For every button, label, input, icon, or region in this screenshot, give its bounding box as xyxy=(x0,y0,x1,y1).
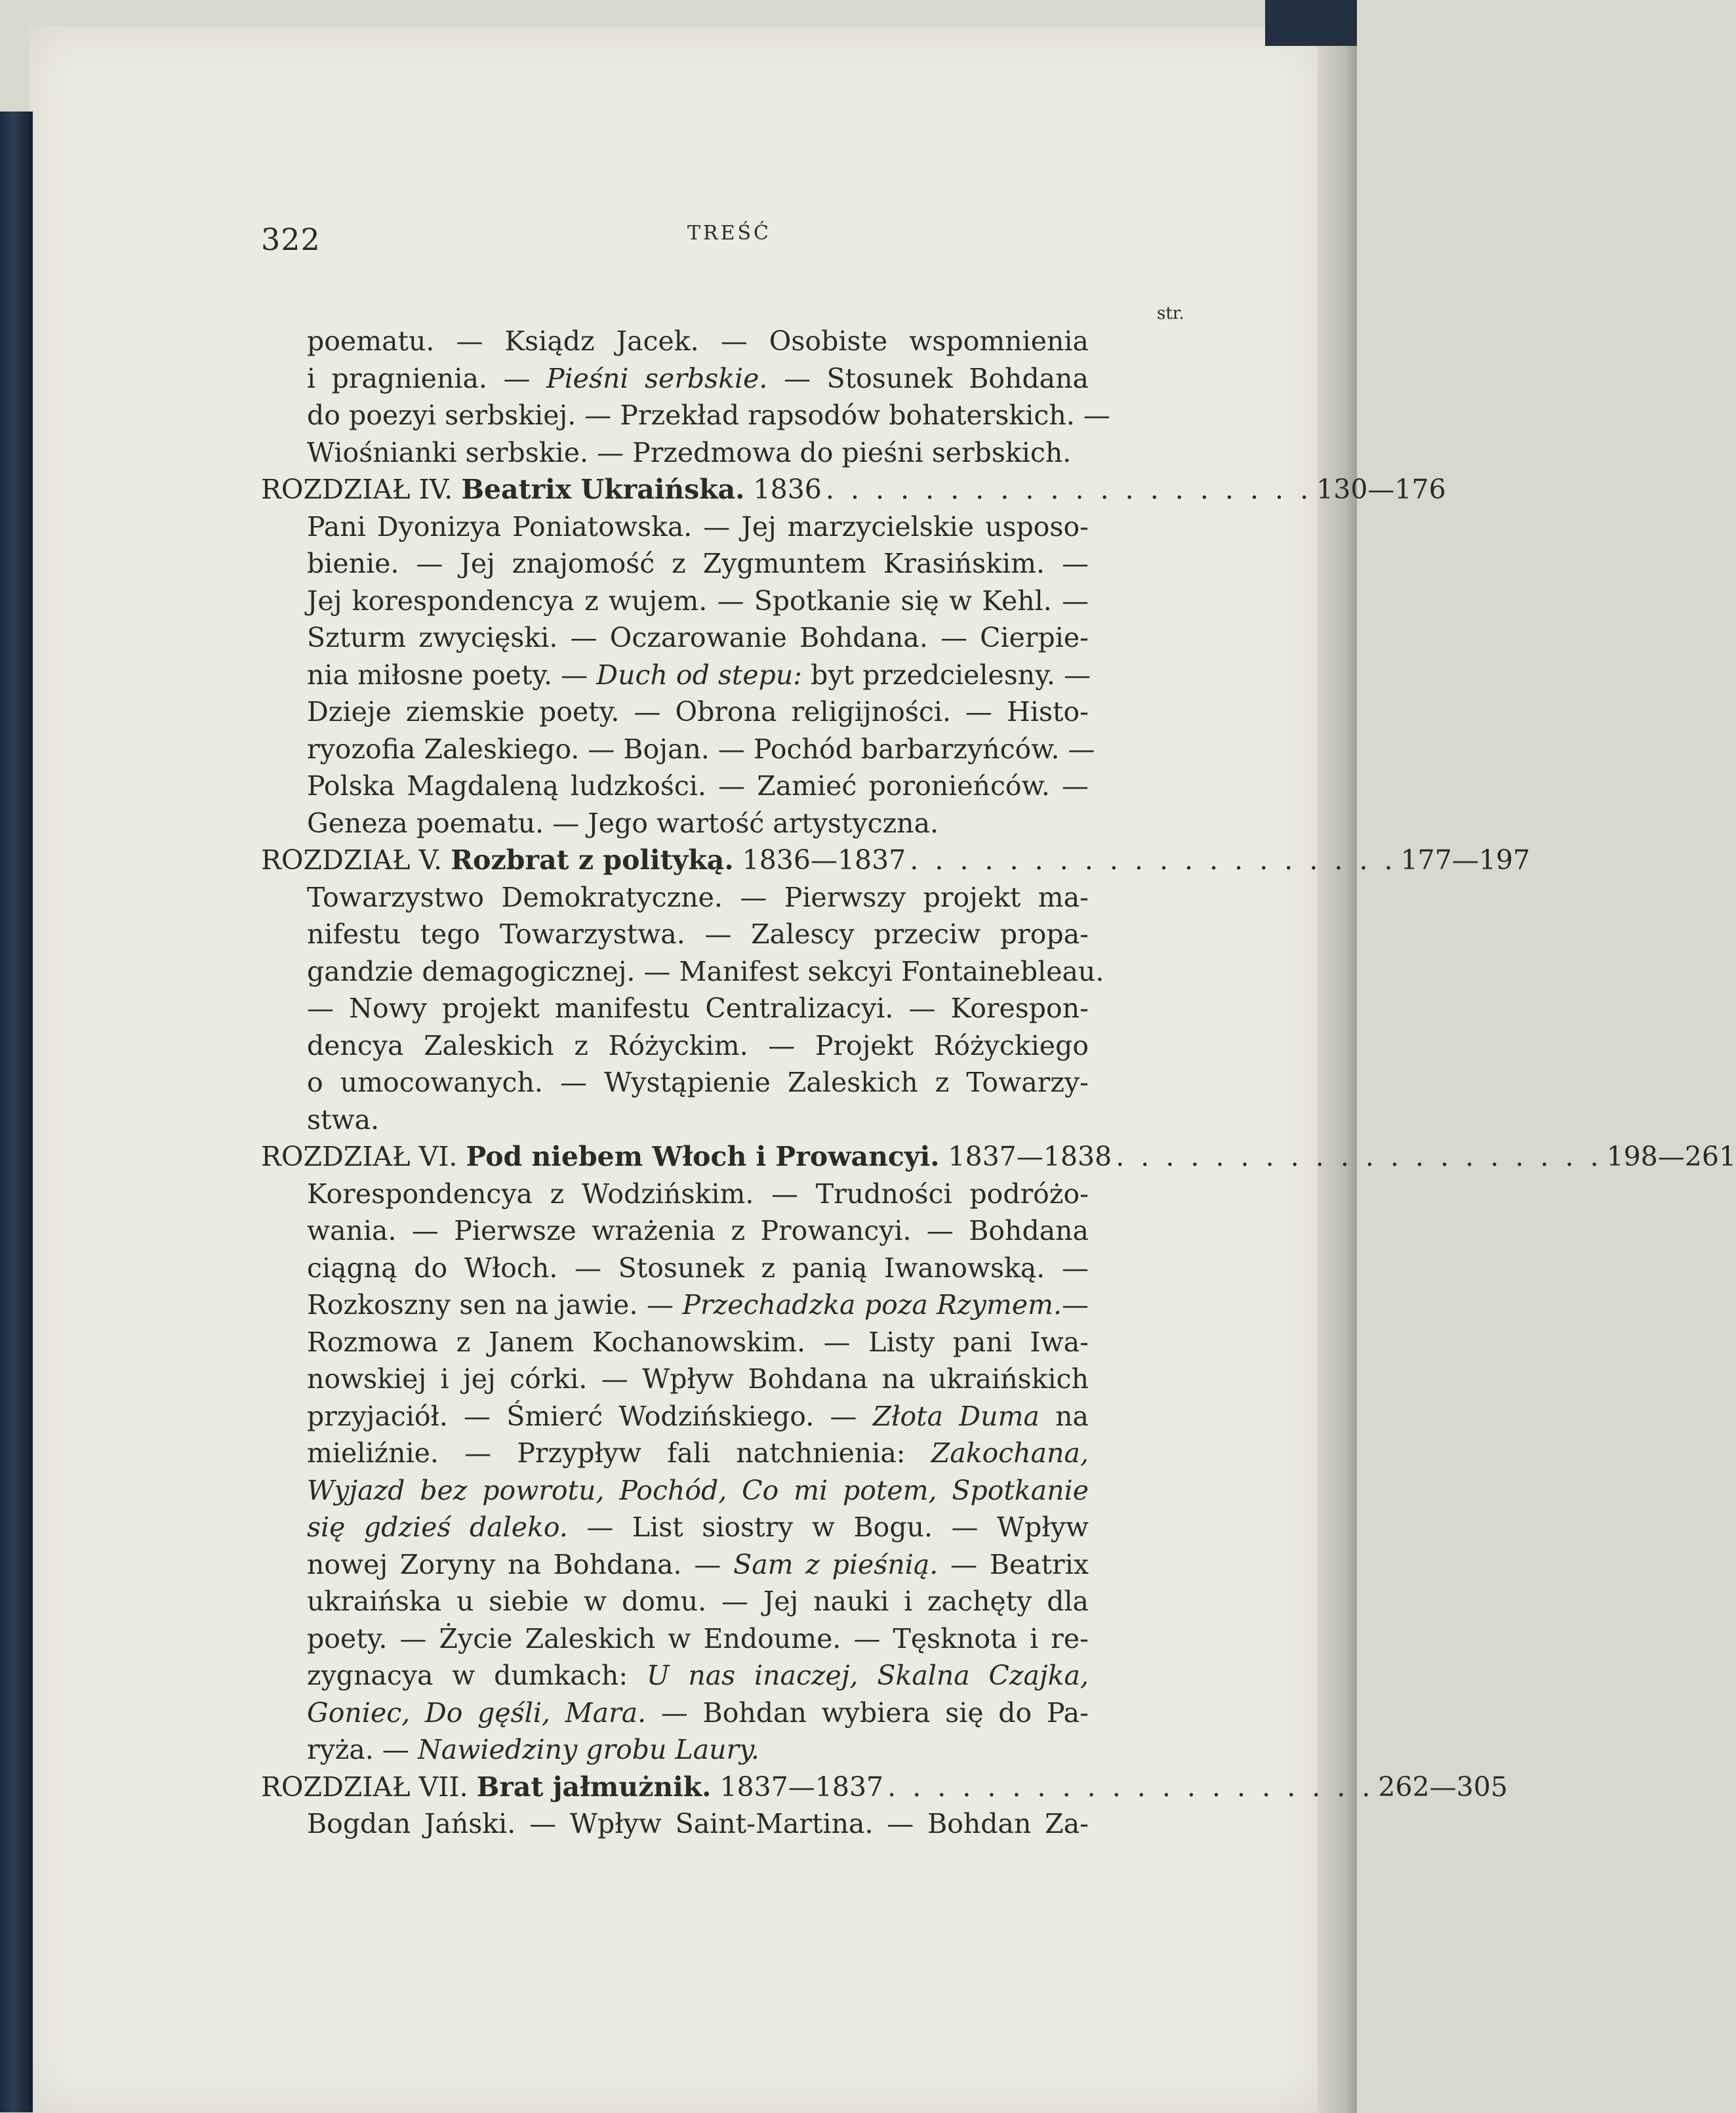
chapter-title: Rozbrat z polityką. xyxy=(451,844,734,876)
chapter-title: Pod niebem Włoch i Prowancyi. xyxy=(466,1141,940,1172)
running-title: TREŚĆ xyxy=(687,222,772,245)
chapter-title: Beatrix Ukraińska. xyxy=(461,474,745,505)
chapter-entry xyxy=(261,1769,1508,1806)
toc-line: nowskiej i jej córki. — Wpływ Bohdana na ukraińskich xyxy=(307,1363,1089,1395)
page-column-label: str. xyxy=(1157,304,1184,323)
toc-line: poematu. — Ksiądz Jacek. — Osobiste wspomnienia xyxy=(307,325,1089,357)
toc-line: wania. — Pierwsze wrażenia z Prowancyi. — Bohdana xyxy=(307,1215,1089,1246)
toc-line: o umocowanych. — Wystąpienie Zaleskich z Towarzy- xyxy=(307,1067,1089,1098)
book-cover-edge xyxy=(0,112,33,2112)
toc-line: ryozofia Zaleskiego. — Bojan. — Pochód barbarzyńców. — xyxy=(307,733,1095,765)
toc-line: do poezyi serbskiej. — Przekład rapsodów bohaterskich. — xyxy=(307,400,1110,431)
chapter-title: Brat jałmużnik. xyxy=(476,1771,712,1803)
chapter-label: ROZDZIAŁ IV. xyxy=(261,474,462,505)
toc-line: Rozkoszny sen na jawie. — Przechadzka poza Rzymem.— xyxy=(307,1289,1089,1321)
toc-line: Pani Dyonizya Poniatowska. — Jej marzycielskie usposo- xyxy=(307,510,1089,543)
toc-line: Towarzystwo Demokratyczne. — Pierwszy projekt ma- xyxy=(307,881,1089,913)
toc-line: Korespondencya z Wodzińskim. — Trudności podróżo- xyxy=(307,1178,1089,1210)
toc-line: mieliźnie. — Przypływ fali natchnienia: Zakochana, xyxy=(307,1437,1089,1469)
leader-dots: . . . . . . . . . . . . . . . . . . . . xyxy=(825,474,1313,505)
toc-line: gandzie demagogicznej. — Manifest sekcyi Fontainebleau. xyxy=(307,955,1104,987)
toc-line: Szturm zwycięski. — Oczarowanie Bohdana. — Cierpie- xyxy=(307,622,1089,653)
toc-line: Dzieje ziemskie poety. — Obrona religijności. — Histo- xyxy=(307,696,1089,728)
toc-line: Goniec, Do gęśli, Mara. — Bohdan wybiera się do Pa- xyxy=(307,1696,1089,1729)
toc-line: Polska Magdaleną ludzkości. — Zamieć poronieńców. — xyxy=(307,770,1089,802)
chapter-label: ROZDZIAŁ VII. xyxy=(261,1771,477,1803)
leader-dots: . . . . . . . . . . . . . . . . . . . . xyxy=(887,1771,1375,1803)
toc-line: nifestu tego Towarzystwa. — Zalescy przeciw propa- xyxy=(307,918,1089,950)
chapter-entry xyxy=(261,471,1446,508)
chapter-years: 1837—1838 xyxy=(939,1141,1112,1172)
book-cover-corner xyxy=(1265,0,1357,46)
toc-line: ryża. — Nawiedziny grobu Laury. xyxy=(307,1734,759,1765)
toc-line: Wiośnianki serbskie. — Przedmowa do pieśni serbskich. xyxy=(307,436,1072,468)
toc-line: przyjaciół. — Śmierć Wodzińskiego. — Złota Duma na xyxy=(307,1400,1089,1432)
chapter-pages: 262—305 xyxy=(1378,1771,1508,1803)
toc-line: — Nowy projekt manifestu Centralizacyi. — Korespon- xyxy=(307,993,1089,1024)
toc-line: Wyjazd bez powrotu, Pochód, Co mi potem, Spotkanie xyxy=(307,1474,1089,1506)
running-head xyxy=(261,222,1192,261)
chapter-pages: 198—261 xyxy=(1606,1141,1736,1172)
toc-line: ciągną do Włoch. — Stosunek z panią Iwanowską. — xyxy=(307,1252,1089,1284)
toc-line: Jej korespondencya z wujem. — Spotkanie się w Kehl. — xyxy=(307,585,1089,617)
toc-line: poety. — Życie Zaleskich w Endoume. — Tęsknota i re- xyxy=(307,1622,1089,1654)
toc-line: nowej Zoryny na Bohdana. — Sam z pieśnią. — Beatrix xyxy=(307,1548,1089,1580)
toc-line: stwa. xyxy=(307,1103,380,1136)
leader-dots: . . . . . . . . . . . . . . . . . . . . xyxy=(1116,1141,1603,1172)
chapter-pages: 177—197 xyxy=(1400,844,1531,876)
toc-line: dencya Zaleskich z Różyckim. — Projekt Różyckiego xyxy=(307,1029,1089,1061)
toc-line: się gdzieś daleko. — List siostry w Bogu. — Wpływ xyxy=(307,1511,1089,1543)
toc-line: nia miłosne poety. — Duch od stepu: byt przedcielesny. — xyxy=(307,659,1091,691)
chapter-label: ROZDZIAŁ VI. xyxy=(261,1141,466,1172)
chapter-years: 1836 xyxy=(744,474,822,505)
toc-line: bienie. — Jej znajomość z Zygmuntem Krasińskim. — xyxy=(307,548,1089,579)
chapter-label: ROZDZIAŁ V. xyxy=(261,844,451,876)
table-of-contents xyxy=(261,323,1736,1843)
toc-line: Rozmowa z Janem Kochanowskim. — Listy pani Iwa- xyxy=(307,1326,1089,1358)
toc-line: Geneza poematu. — Jego wartość artystyczna. xyxy=(307,807,939,839)
toc-line: ukraińska u siebie w domu. — Jej nauki i zachęty dla xyxy=(307,1586,1089,1617)
toc-line: Bogdan Jański. — Wpływ Saint-Martina. — Bohdan Za- xyxy=(307,1808,1089,1839)
toc-line: i pragnienia. — Pieśni serbskie. — Stosunek Bohdana xyxy=(307,362,1089,394)
chapter-years: 1836—1837 xyxy=(733,844,906,876)
chapter-years: 1837—1837 xyxy=(711,1771,884,1803)
leader-dots: . . . . . . . . . . . . . . . . . . . . xyxy=(910,844,1397,876)
toc-line: zygnacya w dumkach: U nas inaczej, Skalna Czajka, xyxy=(307,1660,1089,1691)
chapter-entry xyxy=(261,842,1531,879)
chapter-entry xyxy=(261,1138,1736,1176)
chapter-pages: 130—176 xyxy=(1316,474,1446,505)
page-number: 322 xyxy=(261,222,321,257)
